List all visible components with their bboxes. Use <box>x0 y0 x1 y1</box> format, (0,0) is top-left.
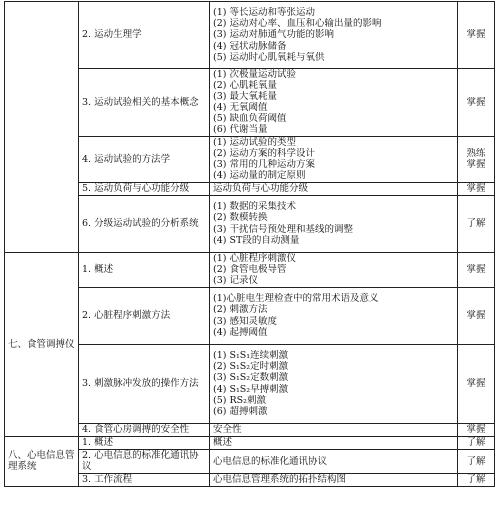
content-line: (5) 运动时心肌氧耗与氧供 <box>213 51 325 63</box>
table-row <box>5 2 495 69</box>
topic-cell: 3. 刺激脉冲发放的操作方法 <box>79 344 210 423</box>
level-cell: 了解 <box>458 473 495 486</box>
table-row <box>5 252 495 287</box>
content-line: (2) 刺激方法 <box>213 304 268 316</box>
content-line: (1) 次极量运动试验 <box>213 69 296 80</box>
level-cell: 掌握 <box>458 423 495 436</box>
topic-cell: 2. 心电信息的标准化通讯协议 <box>79 449 210 473</box>
content-line: (5) RS₂刺激 <box>213 394 266 406</box>
content-cell <box>210 423 458 436</box>
level-cell: 掌握 <box>458 69 495 137</box>
topic-cell: 3. 工作流程 <box>79 473 210 486</box>
content-line: (3) S₁S₂定数刺激 <box>213 372 289 384</box>
content-line: (1) 运动试验的类型 <box>213 136 296 148</box>
table-row <box>5 473 495 486</box>
chapter-cell: 八、心电信息管理系统 <box>5 436 79 486</box>
topic-cell: 2. 运动生理学 <box>79 2 210 69</box>
level-cell: 掌握 <box>458 344 495 423</box>
content-line: (4) 运动量的制定原则 <box>213 170 306 182</box>
topic-cell: 5. 运动负荷与心功能分级 <box>79 182 210 195</box>
chapter-cell: 七、食管调搏仪 <box>5 252 79 436</box>
content-line: (3) 记录仪 <box>213 275 258 287</box>
topic-cell: 6. 分级运动试验的分析系统 <box>79 195 210 252</box>
content-line: (6) 代谢当量 <box>213 124 268 136</box>
content-cell <box>210 287 458 344</box>
topic-cell: 4. 食管心房调搏的安全性 <box>79 423 210 436</box>
table-row <box>5 287 495 344</box>
content-cell <box>210 449 458 473</box>
content-line: 运动负荷与心功能分级 <box>213 183 309 195</box>
level-cell: 掌握 <box>458 287 495 344</box>
content-line: (2) 数模转换 <box>213 212 268 224</box>
level-cell: 掌握 <box>458 252 495 287</box>
content-line: (1) S₁S₁连续刺激 <box>213 350 289 362</box>
table-row <box>5 182 495 195</box>
content-line: (4) 无氧阈值 <box>213 102 268 114</box>
content-line: (6) 超搏刺激 <box>213 405 268 417</box>
level-cell: 掌握 <box>458 182 495 195</box>
content-line: (3) 运动对肺通气功能的影响 <box>213 29 334 41</box>
content-cell <box>210 473 458 486</box>
content-cell <box>210 195 458 252</box>
level-cell: 了解 <box>458 195 495 252</box>
content-line: (1) 数据的采集技术 <box>213 201 296 213</box>
content-cell <box>210 2 458 69</box>
content-line: (2) 运动对心率、血压和心输出量的影响 <box>213 18 382 30</box>
topic-cell: 1. 概述 <box>79 436 210 449</box>
level-cell: 了解 <box>458 449 495 473</box>
table-row <box>5 344 495 423</box>
content-line: (4) ST段的自动测量 <box>213 234 300 246</box>
content-cell <box>210 69 458 137</box>
content-line: 心电信息管理系统的拓扑结构图 <box>213 474 347 486</box>
content-cell <box>210 344 458 423</box>
content-line: (1) 等长运动和等张运动 <box>213 7 315 19</box>
chapter-cell <box>5 2 79 253</box>
table-row <box>5 436 495 449</box>
table-row <box>5 423 495 436</box>
table-row <box>5 195 495 252</box>
content-line: (3) 干扰信号预处理和基线的调整 <box>213 223 353 235</box>
table-row <box>5 449 495 473</box>
content-line: (2) 运动方案的科学设计 <box>213 147 315 159</box>
topic-cell: 4. 运动试验的方法学 <box>79 136 210 182</box>
content-line: (4) 起搏阈值 <box>213 326 268 338</box>
level-cell: 了解 <box>458 436 495 449</box>
syllabus-table <box>4 1 495 487</box>
content-cell <box>210 136 458 182</box>
topic-cell: 2. 心脏程序刺激方法 <box>79 287 210 344</box>
table-row <box>5 69 495 137</box>
content-line: (5) 缺血负荷阈值 <box>213 113 287 125</box>
topic-cell: 1. 概述 <box>79 252 210 287</box>
content-line: (2) 食管电极导管 <box>213 264 287 276</box>
level-cell: 掌握 <box>458 2 495 69</box>
table-row <box>5 136 495 182</box>
content-line: (3) 常用的几种运动方案 <box>213 159 315 171</box>
content-line: (4) S₁S₂早搏刺激 <box>213 383 289 395</box>
content-cell <box>210 252 458 287</box>
content-line: (2) 心肌耗氧量 <box>213 80 277 92</box>
content-cell <box>210 436 458 449</box>
topic-cell: 3. 运动试验相关的基本概念 <box>79 69 210 137</box>
content-line: (1) 心脏程序刺激仪 <box>213 252 296 264</box>
content-cell <box>210 182 458 195</box>
level-cell: 熟练 掌握 <box>458 136 495 182</box>
content-line: 安全性 <box>213 424 242 436</box>
content-line: (3) 感知灵敏度 <box>213 315 277 327</box>
content-line: (1)心脏电生理检查中的常用术语及意义 <box>213 293 379 305</box>
content-line: (2) S₁S₂定时刺激 <box>213 361 289 373</box>
content-line: (3) 最大氧耗量 <box>213 91 277 103</box>
content-line: (4) 冠状动脉储备 <box>213 40 287 52</box>
content-line: 心电信息的标准化通讯协议 <box>213 455 328 467</box>
content-line: 概述 <box>213 437 233 449</box>
